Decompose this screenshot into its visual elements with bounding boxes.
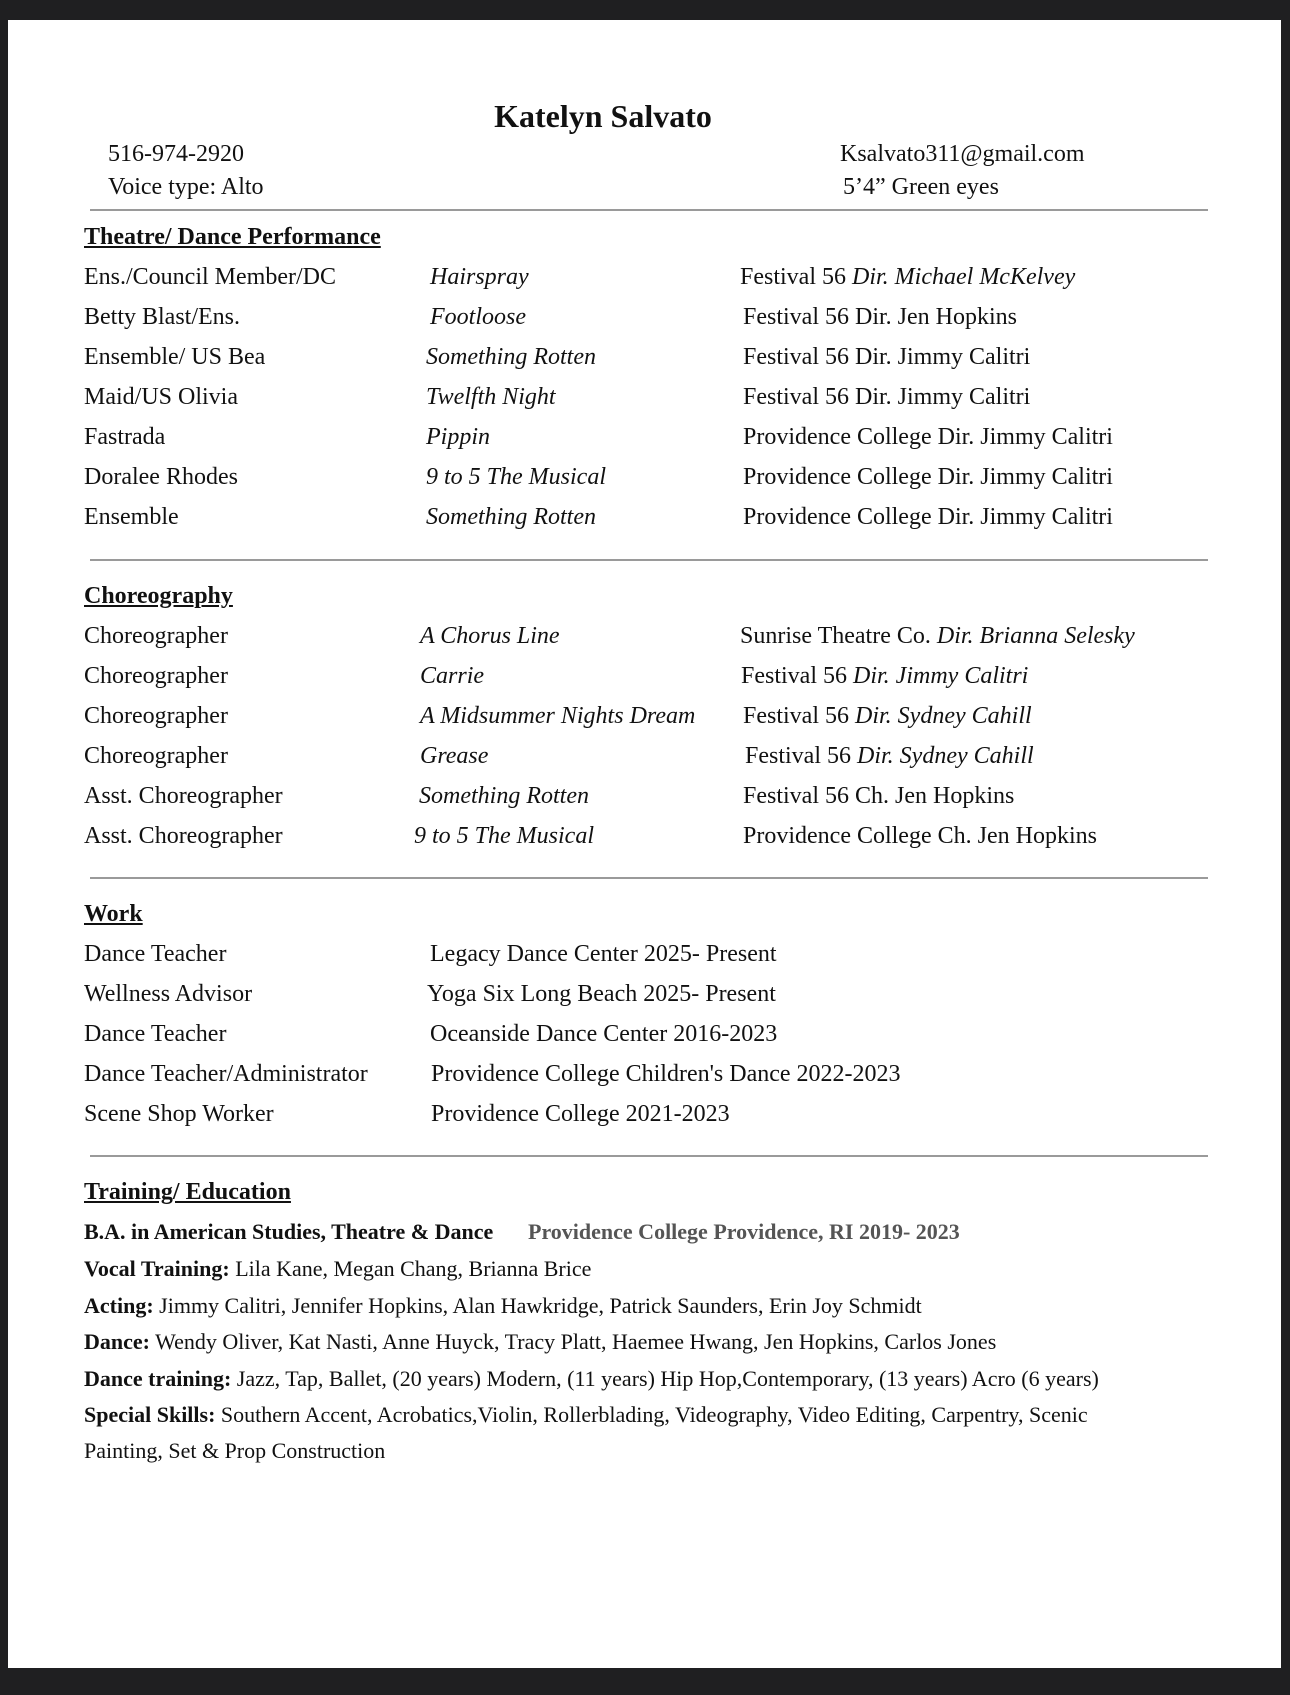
venue: Providence College: [743, 424, 932, 450]
show-title: 9 to 5 The Musical: [426, 464, 606, 490]
performance-row: [8, 304, 1281, 344]
venue: Providence College: [743, 504, 932, 530]
acting-line: [84, 1293, 922, 1319]
role: Choreographer: [84, 703, 228, 729]
work-row: [8, 941, 1281, 981]
performance-row: [8, 464, 1281, 504]
vocal-training-value: Lila Kane, Megan Chang, Brianna Brice: [235, 1256, 592, 1281]
dance-training-value: Jazz, Tap, Ballet, (20 years) Modern, (11 years) Hip Hop,Contemporary, (13 years) Acro (6 years): [236, 1366, 1099, 1391]
dance-line: [84, 1329, 996, 1355]
director: Dir. Michael McKelvey: [852, 264, 1076, 290]
director: Dir. Jimmy Calitri: [855, 384, 1031, 410]
performance-row: [8, 424, 1281, 464]
job-title: Scene Shop Worker: [84, 1101, 274, 1127]
employer: Yoga Six Long Beach 2025- Present: [427, 981, 776, 1007]
special-skills-line: [84, 1402, 1088, 1428]
degree: B.A. in American Studies, Theatre & Dance: [84, 1219, 494, 1244]
venue: Festival 56: [740, 264, 846, 290]
special-skills-value: Southern Accent, Acrobatics,Violin, Rollerblading, Videography, Video Editing, Carpentry, Scenic: [220, 1402, 1088, 1427]
section-heading-education: Training/ Education: [84, 1179, 291, 1205]
director: Dir. Jimmy Calitri: [937, 504, 1113, 530]
acting-label: Acting:: [84, 1293, 154, 1318]
role: Choreographer: [84, 623, 228, 649]
role: Maid/US Olivia: [84, 384, 238, 410]
special-skills-continued: Painting, Set & Prop Construction: [84, 1438, 386, 1463]
work-row: [8, 1101, 1281, 1141]
dance-label: Dance:: [84, 1329, 150, 1354]
employer: Providence College 2021-2023: [431, 1101, 730, 1127]
work-row: [8, 1021, 1281, 1061]
role: Doralee Rhodes: [84, 464, 238, 490]
choreography-row: [8, 663, 1281, 703]
role: Ens./Council Member/DC: [84, 264, 336, 290]
director: Dir. Jimmy Calitri: [855, 344, 1031, 370]
venue: Providence College: [743, 464, 932, 490]
director: Dir. Jimmy Calitri: [937, 424, 1113, 450]
section-heading-work: Work: [84, 901, 143, 927]
work-row: [8, 1061, 1281, 1101]
dance-training-label: Dance training:: [84, 1366, 232, 1391]
show-title: A Midsummer Nights Dream: [420, 703, 696, 729]
role: Ensemble/ US Bea: [84, 344, 266, 370]
job-title: Dance Teacher/Administrator: [84, 1061, 368, 1087]
school: Providence College Providence, RI 2019- 2023: [528, 1219, 960, 1244]
special-skills-label: Special Skills:: [84, 1402, 216, 1427]
dance-training-line: [84, 1366, 1099, 1392]
divider: [90, 209, 1208, 211]
director: Dir. Jimmy Calitri: [937, 464, 1113, 490]
venue: Festival 56: [743, 703, 849, 729]
show-title: Hairspray: [430, 264, 529, 290]
performance-row: [8, 384, 1281, 424]
physical-description: 5’4” Green eyes: [843, 174, 999, 200]
performance-row: [8, 504, 1281, 544]
resume-page: [8, 20, 1281, 1668]
show-title: Grease: [420, 743, 489, 769]
venue: Festival 56: [743, 304, 849, 330]
venue: Providence College: [743, 823, 932, 849]
show-title: 9 to 5 The Musical: [414, 823, 594, 849]
show-title: Twelfth Night: [426, 384, 556, 410]
phone-number: 516-974-2920: [108, 141, 244, 167]
choreography-row: [8, 623, 1281, 663]
performance-row: [8, 264, 1281, 304]
choreography-row: [8, 703, 1281, 743]
vocal-training-line: [84, 1256, 591, 1282]
director: Ch. Jen Hopkins: [855, 783, 1015, 809]
choreography-row: [8, 783, 1281, 823]
employer: Legacy Dance Center 2025- Present: [430, 941, 777, 967]
show-title: Something Rotten: [426, 344, 596, 370]
role: Choreographer: [84, 663, 228, 689]
divider: [90, 877, 1208, 879]
show-title: Pippin: [426, 424, 490, 450]
dance-value: Wendy Oliver, Kat Nasti, Anne Huyck, Tracy Platt, Haemee Hwang, Jen Hopkins, Carlos Jones: [155, 1329, 997, 1354]
job-title: Wellness Advisor: [84, 981, 253, 1007]
employer: Providence College Children's Dance 2022-2023: [431, 1061, 901, 1087]
role: Asst. Choreographer: [84, 783, 283, 809]
job-title: Dance Teacher: [84, 1021, 227, 1047]
director: Dir. Jimmy Calitri: [853, 663, 1029, 689]
email-address: Ksalvato311@gmail.com: [840, 141, 1085, 167]
director: Dir. Brianna Selesky: [936, 623, 1135, 649]
candidate-name: Katelyn Salvato: [494, 98, 712, 134]
show-title: A Chorus Line: [420, 623, 560, 649]
performance-row: [8, 344, 1281, 384]
director: Dir. Jen Hopkins: [855, 304, 1017, 330]
director: Ch. Jen Hopkins: [937, 823, 1097, 849]
job-title: Dance Teacher: [84, 941, 227, 967]
show-title: Something Rotten: [426, 504, 596, 530]
director: Dir. Sydney Cahill: [857, 743, 1034, 769]
voice-type: Voice type: Alto: [108, 174, 264, 200]
venue: Festival 56: [741, 663, 847, 689]
venue: Sunrise Theatre Co.: [740, 623, 931, 649]
vocal-training-label: Vocal Training:: [84, 1256, 230, 1281]
divider: [90, 1155, 1208, 1157]
choreography-row: [8, 743, 1281, 783]
role: Choreographer: [84, 743, 228, 769]
acting-value: Jimmy Calitri, Jennifer Hopkins, Alan Hawkridge, Patrick Saunders, Erin Joy Schmidt: [159, 1293, 922, 1318]
venue: Festival 56: [743, 783, 849, 809]
role: Betty Blast/Ens.: [84, 304, 240, 330]
venue: Festival 56: [743, 344, 849, 370]
employer: Oceanside Dance Center 2016-2023: [430, 1021, 778, 1047]
section-heading-choreography: Choreography: [84, 583, 233, 609]
show-title: Something Rotten: [419, 783, 589, 809]
choreography-row: [8, 823, 1281, 863]
venue: Festival 56: [743, 384, 849, 410]
work-row: [8, 981, 1281, 1021]
venue: Festival 56: [745, 743, 851, 769]
section-heading-performance: Theatre/ Dance Performance: [84, 224, 381, 250]
role: Ensemble: [84, 504, 179, 530]
role: Fastrada: [84, 424, 166, 450]
degree-line: [84, 1219, 493, 1245]
show-title: Carrie: [420, 663, 485, 689]
role: Asst. Choreographer: [84, 823, 283, 849]
director: Dir. Sydney Cahill: [855, 703, 1032, 729]
show-title: Footloose: [430, 304, 526, 330]
divider: [90, 559, 1208, 561]
